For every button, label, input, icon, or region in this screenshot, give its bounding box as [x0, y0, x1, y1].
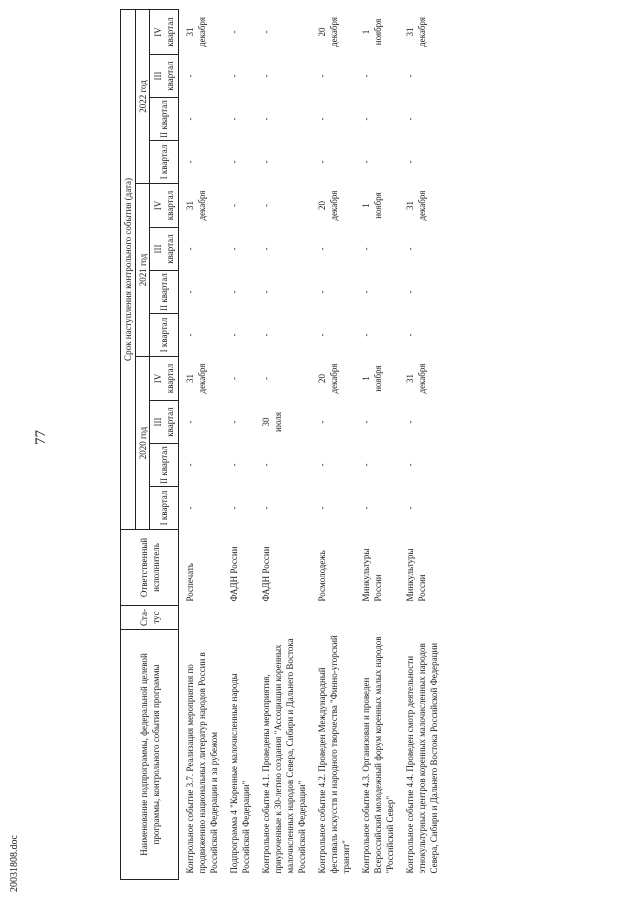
deadline-cell: -	[317, 420, 327, 424]
deadline-cell: -	[317, 74, 327, 78]
deadline-cell: -	[317, 333, 327, 337]
event-name: Подпрограмма 4 "Коренные малочисленные народы Российской Федерации"	[229, 673, 251, 874]
header-year-2021: 2021 год	[136, 184, 150, 357]
header-quarter: III квартал	[150, 228, 179, 271]
header-quarter: II квартал	[150, 98, 179, 141]
deadline-cell: -	[361, 506, 371, 510]
deadline-cell: -	[361, 463, 371, 467]
table-row	[179, 9, 224, 879]
table-row	[355, 9, 399, 879]
header-quarter: I квартал	[150, 314, 179, 357]
deadline-cell: -	[261, 290, 271, 294]
deadline-cell: -	[261, 463, 271, 467]
header-quarter: III квартал	[150, 55, 179, 98]
header-quarter: II квартал	[150, 271, 179, 314]
deadline-cell: 20 декабря	[317, 16, 339, 47]
deadline-cell: 1 ноября	[361, 365, 383, 392]
header-quarter: IV квартал	[150, 184, 179, 228]
header-quarter: I квартал	[150, 141, 179, 184]
deadline-cell: -	[405, 160, 415, 164]
header-deadline: Срок наступления контрольного события (дата)	[121, 9, 136, 529]
deadline-cell: -	[185, 74, 195, 78]
deadline-cell: -	[261, 377, 271, 380]
deadline-cell: -	[185, 463, 195, 467]
deadline-cell: -	[185, 247, 195, 251]
deadline-cell: -	[405, 333, 415, 337]
header-year-2020: 2020 год	[136, 357, 150, 530]
deadline-cell: 30 июля	[261, 412, 283, 432]
header-quarter: IV квартал	[150, 357, 179, 401]
deadline-cell: 1 ноября	[361, 192, 383, 219]
event-name: Контрольное событие 3.7. Реализация мероприятия по продвижению национальных литератур народов России в Российской Федерации и за рубежом	[185, 652, 219, 874]
deadline-cell: -	[229, 160, 239, 164]
deadline-cell: 31 декабря	[185, 190, 207, 221]
responsible-executor: Росмолодежь	[317, 550, 327, 602]
deadline-cell: -	[317, 463, 327, 467]
responsible-executor: Минкультуры России	[405, 548, 427, 602]
deadline-cell: -	[405, 420, 415, 424]
event-status	[223, 606, 255, 630]
deadline-cell: -	[229, 74, 239, 78]
control-events-table	[120, 9, 443, 880]
event-status	[311, 606, 355, 630]
deadline-cell: -	[317, 160, 327, 164]
event-name: Контрольное событие 4.3. Организован и проведен Всероссийский молодежный форум коренных малых народов "Российский Север"	[361, 636, 395, 874]
deadline-cell: -	[317, 117, 327, 121]
deadline-cell: -	[229, 290, 239, 294]
deadline-cell: -	[261, 506, 271, 510]
responsible-executor: Минкультуры России	[361, 548, 383, 602]
event-status	[179, 606, 224, 630]
table-row	[311, 9, 355, 879]
deadline-cell: 20 декабря	[317, 190, 339, 221]
deadline-cell: 20 декабря	[317, 363, 339, 394]
event-name: Контрольное событие 4.4. Проведен смотр деятельности этнокультурных центров коренных малочисленных народов Севера, Сибири и Дальнего Востока Российской Федерации	[405, 642, 439, 874]
event-name: Контрольное событие 4.1. Проведены мероприятия, приуроченные к 30-летию создания "Ассоциации коренных малочисленных народов Севера, Сибири и Дальнего Востока Российской Федерации"	[261, 638, 307, 874]
deadline-cell: -	[361, 333, 371, 337]
deadline-cell: -	[261, 160, 271, 164]
responsible-executor: Роспечать	[185, 563, 195, 602]
deadline-cell: -	[361, 160, 371, 164]
deadline-cell: 1 ноября	[361, 18, 383, 46]
event-status	[355, 606, 399, 630]
table-row	[399, 9, 443, 879]
deadline-cell: -	[405, 506, 415, 510]
header-status: Ста- тус	[121, 606, 179, 630]
deadline-cell: -	[229, 333, 239, 337]
header-quarter: I квартал	[150, 487, 179, 530]
deadline-cell: -	[261, 117, 271, 121]
deadline-cell: -	[405, 290, 415, 294]
deadline-cell: -	[405, 463, 415, 467]
header-quarter: III квартал	[150, 401, 179, 444]
header-year-2022: 2022 год	[136, 9, 150, 183]
footer-file-code: 20031808.doc	[9, 835, 20, 892]
table-row	[223, 9, 255, 879]
deadline-cell: -	[361, 290, 371, 294]
header-name: Наименование подпрограммы, федеральной целевой программы, контрольного события программы	[121, 630, 179, 880]
deadline-cell: 31 декабря	[405, 363, 427, 394]
deadline-cell: -	[261, 247, 271, 251]
deadline-cell: -	[229, 506, 239, 510]
deadline-cell: -	[261, 74, 271, 78]
deadline-cell: -	[229, 377, 239, 380]
rotated-page	[120, 10, 610, 880]
table-row	[255, 9, 311, 879]
event-status	[255, 606, 311, 630]
deadline-cell: -	[229, 463, 239, 467]
deadline-cell: -	[261, 333, 271, 337]
event-status	[399, 606, 443, 630]
deadline-cell: -	[229, 420, 239, 424]
responsible-executor: ФАДН России	[261, 546, 271, 602]
deadline-cell: -	[229, 204, 239, 207]
deadline-cell: -	[317, 290, 327, 294]
responsible-executor: ФАДН России	[229, 546, 239, 602]
page-number: 77	[33, 430, 49, 445]
deadline-cell: -	[361, 420, 371, 424]
deadline-cell: -	[361, 247, 371, 251]
header-responsible: Ответственный исполнитель	[121, 530, 179, 606]
deadline-cell: -	[185, 117, 195, 121]
deadline-cell: -	[185, 506, 195, 510]
deadline-cell: -	[405, 247, 415, 251]
deadline-cell: -	[361, 74, 371, 78]
deadline-cell: -	[185, 160, 195, 164]
deadline-cell: -	[405, 74, 415, 78]
deadline-cell: -	[317, 247, 327, 251]
deadline-cell: 31 декабря	[405, 190, 427, 221]
deadline-cell: 31 декабря	[405, 16, 427, 47]
header-quarter: II квартал	[150, 444, 179, 487]
deadline-cell: -	[261, 204, 271, 207]
deadline-cell: -	[229, 30, 239, 34]
deadline-cell: 31 декабря	[185, 16, 207, 47]
deadline-cell: -	[185, 333, 195, 337]
deadline-cell: -	[405, 117, 415, 121]
deadline-cell: -	[317, 506, 327, 510]
deadline-cell: -	[361, 117, 371, 121]
deadline-cell: 31 декабря	[185, 363, 207, 394]
event-name: Контрольное событие 4.2. Проведен Международный фестиваль искусств и народного творчества "Финно-угорский транзит"	[317, 635, 351, 874]
deadline-cell: -	[185, 290, 195, 294]
deadline-cell: -	[229, 117, 239, 121]
deadline-cell: -	[229, 247, 239, 251]
deadline-cell: -	[261, 30, 271, 34]
header-quarter: IV квартал	[150, 9, 179, 54]
deadline-cell: -	[185, 420, 195, 424]
